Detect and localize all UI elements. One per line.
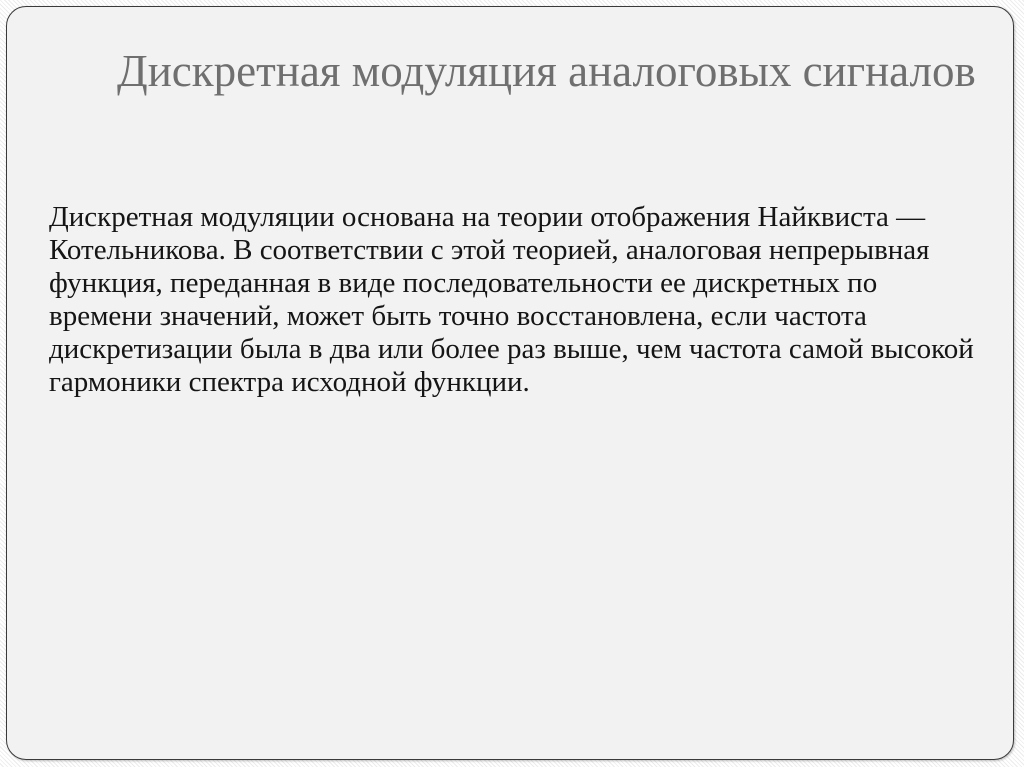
slide-frame (6, 6, 1014, 760)
slide-body-text: Дискретная модуляции основана на теории отображения Найквиста — Котельникова. В соответствии с этой теорией, аналоговая непрерывная функция, переданная в виде последовательности ее дискретных по времени значений, может быть точно восстановлена, если частота дискретизации была в два или более раз выше, чем частота самой высокой гармоники спектра исходной функции. (49, 201, 974, 398)
slide-title: Дискретная модуляция аналоговых сигналов (117, 46, 976, 96)
